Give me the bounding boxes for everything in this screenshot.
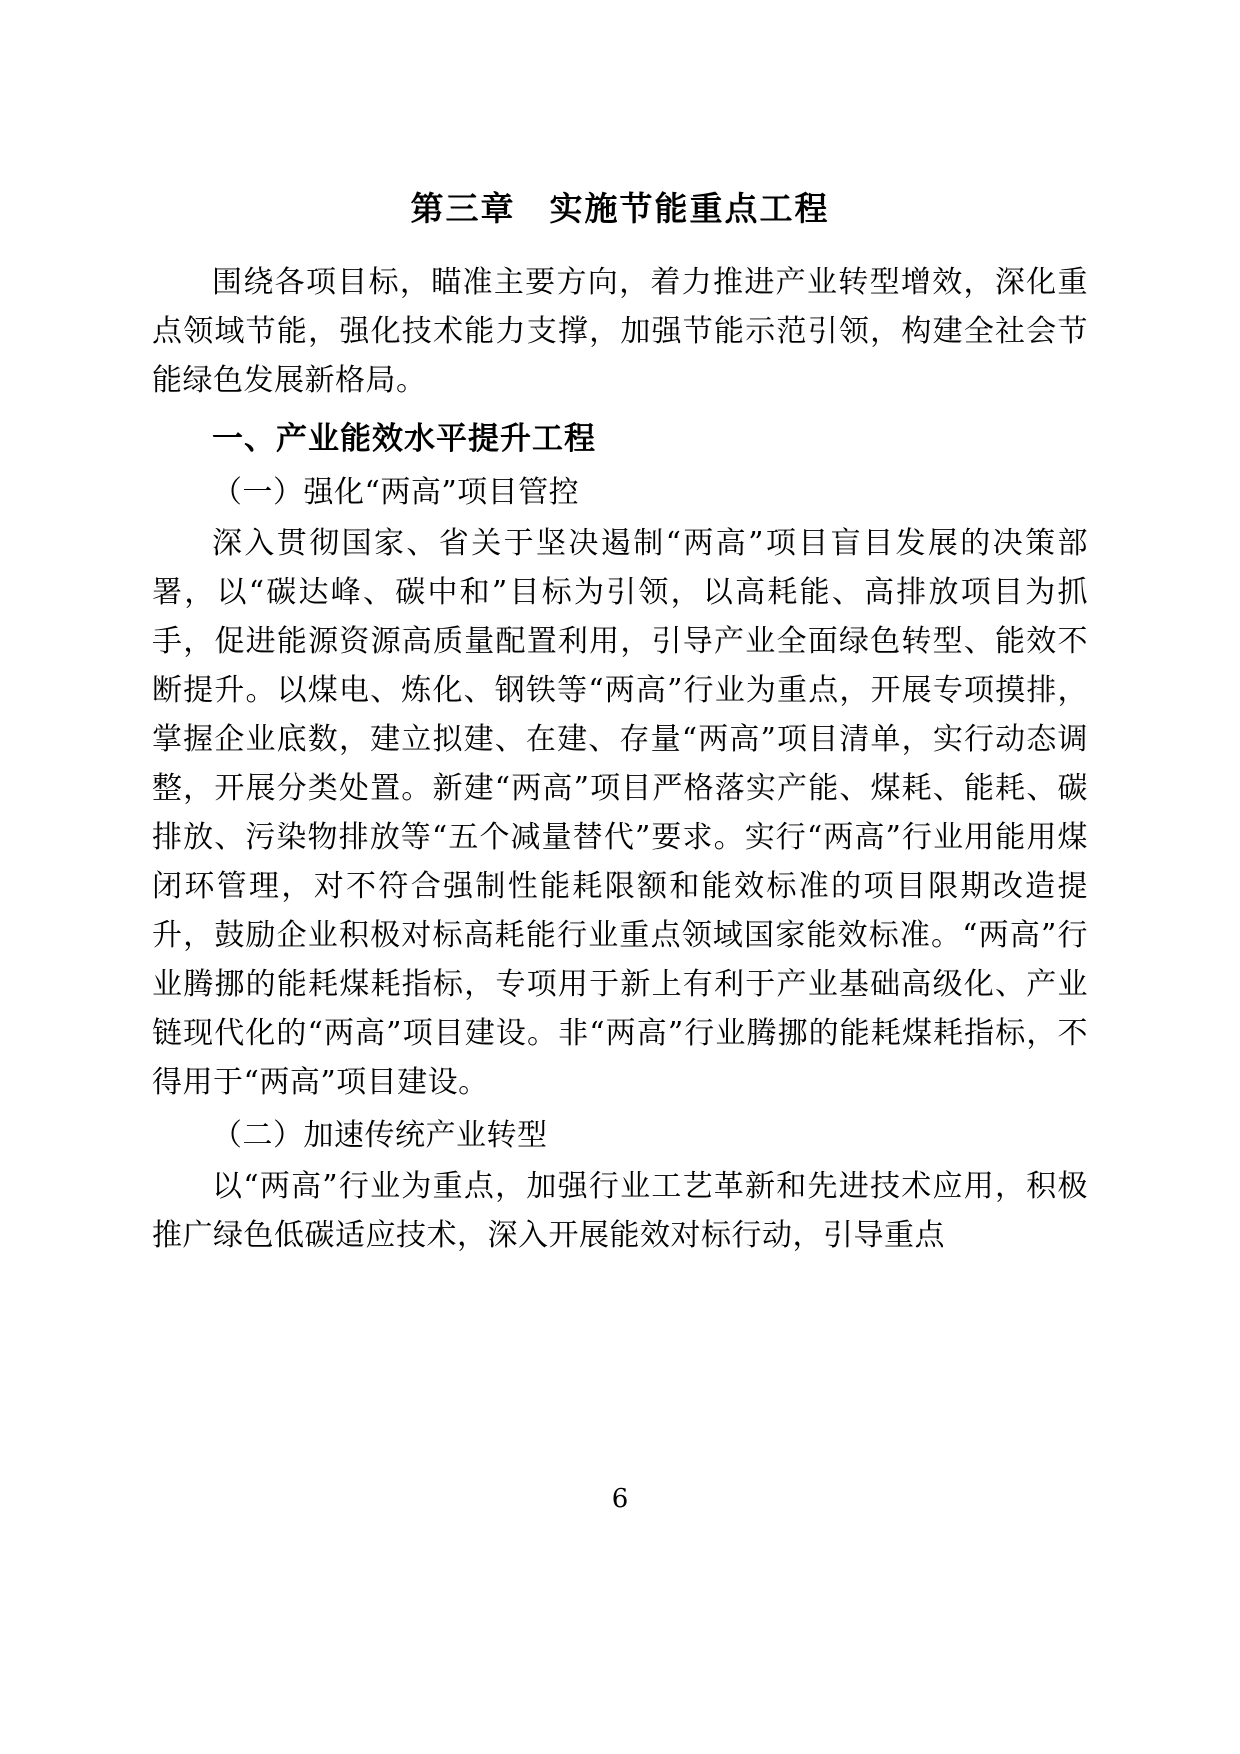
subsection-one-body: 深入贯彻国家、省关于坚决遏制“两高”项目盲目发展的决策部署，以“碳达峰、碳中和”目标为引领，以高耗能、高排放项目为抓手，促进能源资源高质量配置利用，引导产业全面绿色转型、能效不断提升。以煤电、炼化、钢铁等“两高”行业为重点，开展专项摸排，掌握企业底数，建立拟建、在建、存量“两高”项目清单，实行动态调整，开展分类处置。新建“两高”项目严格落实产能、煤耗、能耗、碳排放、污染物排放等“五个减量替代”要求。实行“两高”行业用能用煤闭环管理，对不符合强制性能耗限额和能效标准的项目限期改造提升，鼓励企业积极对标高耗能行业重点领域国家能效标准。“两高”行业腾挪的能耗煤耗指标，专项用于新上有利于产业基础高级化、产业链现代化的“两高”项目建设。非“两高”行业腾挪的能耗煤耗指标，不得用于“两高”项目建设。 (152, 526, 1088, 1101)
page-content (152, 186, 1088, 1262)
subsection-heading-two: （二）加速传统产业转型 (212, 1118, 548, 1154)
chapter-title (152, 186, 1088, 232)
chapter-title-number: 第三章 (410, 189, 516, 228)
page-number: 6 (611, 1484, 629, 1514)
intro-paragraph: 围绕各项目标，瞄准主要方向，着力推进产业转型增效，深化重点领域节能，强化技术能力支撑，加强节能示范引领，构建全社会节能绿色发展新格局。 (152, 265, 1088, 399)
chapter-title-text: 实施节能重点工程 (549, 189, 830, 228)
subsection-two-body: 以“两高”行业为重点，加强行业工艺革新和先进技术应用，积极推广绿色低碳适应技术，深入开展能效对标行动，引导重点 (152, 1169, 1088, 1254)
section-heading-one: 一、产业能效水平提升工程 (212, 421, 596, 458)
subsection-heading-one: （一）强化“两高”项目管控 (212, 475, 580, 511)
